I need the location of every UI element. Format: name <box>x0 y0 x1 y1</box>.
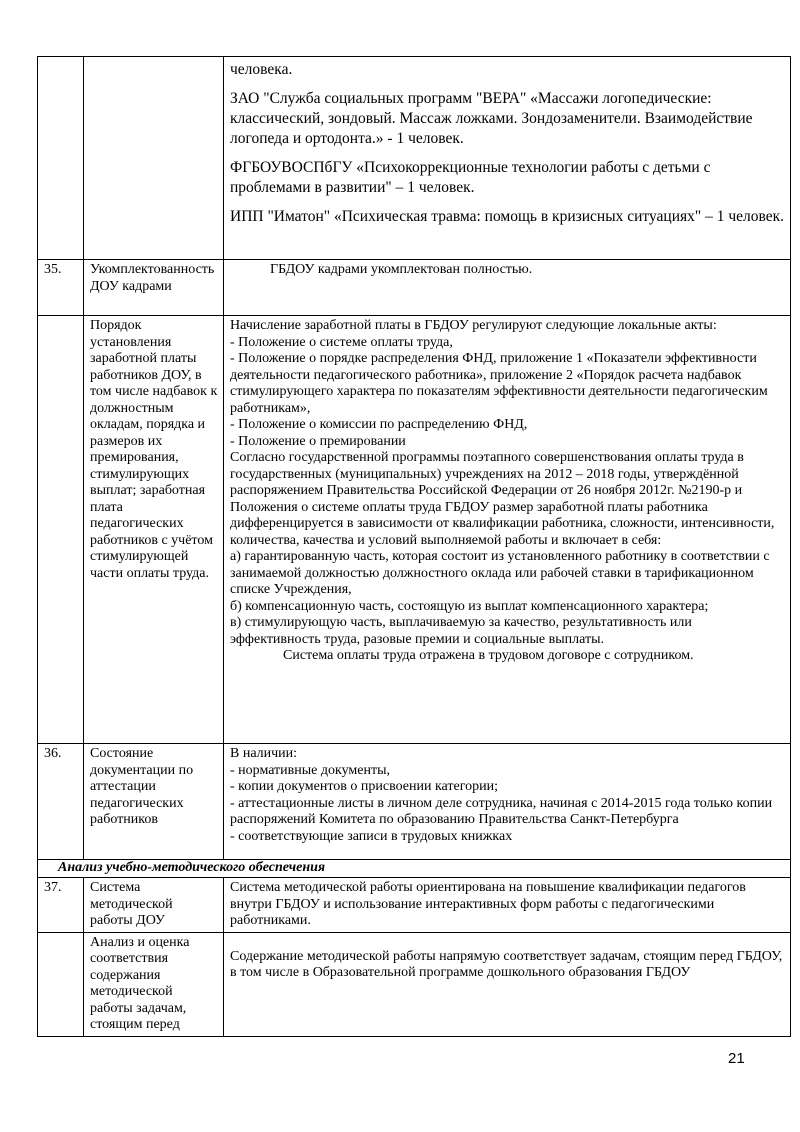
row-name: Состояние документации по аттестации педагогических работников <box>84 744 224 860</box>
text-line: Согласно государственной программы поэтапного совершенствования оплаты труда в государственных (муниципальных) учреждениях на 2012 – 2018 годы, утверждённой распоряжением Правительства Российской Федерации от 26 ноября 2012г. №2190-р и Положения о системе оплаты труда ГБДОУ размер заработной платы работника дифференцируется в зависимости от квалификации работника, сложности, интенсивности, количества, качества и условий выполняемой работы и включает в себя: <box>230 450 775 548</box>
document-table <box>37 56 791 1037</box>
row-content <box>224 316 791 744</box>
table-row <box>38 57 791 260</box>
text-line: Система оплаты труда отражена в трудовом договоре с сотрудником. <box>283 648 694 663</box>
section-title: Анализ учебно-методического обеспечения <box>38 860 791 878</box>
table-row <box>38 932 791 1036</box>
text-line: Содержание методической работы напрямую соответствует задачам, стоящим перед ГБДОУ, в том числе в Образовательной программе дошкольного образования ГБДОУ <box>230 948 783 980</box>
text-line: - соответствующие записи в трудовых книжках <box>230 828 513 844</box>
staffing-text: ГБДОУ кадрами укомплектован полностью. <box>270 262 533 277</box>
row-name: Укомплектованность ДОУ кадрами <box>84 260 224 316</box>
row-name: Порядок установления заработной платы работников ДОУ, в том числе надбавок к должностным окладам, порядка и размеров их премирования, стимулирующих выплат; заработная плата педагогических работников с учётом стимулирующей части оплаты труда. <box>84 316 224 744</box>
text-line: - нормативные документы, <box>230 762 391 778</box>
paragraph: человека. <box>230 61 293 78</box>
text-line: - Положение о порядке распределения ФНД, приложение 1 «Показатели эффективности деятельности педагогического работника», приложение 2 «Порядок расчета надбавок стимулирующего характера по показателям эффективности деятельности педагогическим работникам», <box>230 351 768 416</box>
page-number: 21 <box>728 1050 745 1067</box>
table-row <box>38 878 791 933</box>
text-line: - Положение о комиссии по распределению ФНД, <box>230 417 528 432</box>
text-line: б) компенсационную часть, состоящую из выплат компенсационного характера; <box>230 598 709 614</box>
row-number: 35. <box>38 260 84 316</box>
row-name-cell <box>84 57 224 260</box>
paragraph: ФГБОУВОСПбГУ «Психокоррекционные технологии работы с детьми с проблемами в развитии" – 1 человек. <box>230 159 711 196</box>
row-content <box>224 260 791 316</box>
row-name: Система методической работы ДОУ <box>84 878 224 933</box>
row-content <box>224 932 791 1036</box>
table-row <box>38 260 791 316</box>
text-line: - аттестационные листы в личном деле сотрудника, начиная с 2014-2015 года только копии распоряжений Комитета по образованию Правительства Санкт-Петербурга <box>230 795 773 827</box>
text-line: В наличии: <box>230 746 298 761</box>
row-content: Система методической работы ориентирована на повышение квалификации педагогов внутри ГБДОУ и использование интерактивных форм работы с педагогическими работниками. <box>224 878 791 933</box>
text-line: Начисление заработной платы в ГБДОУ регулируют следующие локальные акты: <box>230 318 717 333</box>
text-line: - Положение о премировании <box>230 433 406 449</box>
text-line: - копии документов о присвоении категории; <box>230 779 498 794</box>
paragraph: ИПП "Иматон" «Психическая травма: помощь в кризисных ситуациях" – 1 человек. <box>230 208 785 225</box>
row-number: 37. <box>38 878 84 933</box>
row-content <box>224 744 791 860</box>
row-number-cell <box>38 932 84 1036</box>
table-row <box>38 316 791 744</box>
text-line: в) стимулирующую часть, выплачиваемую за качество, результативность или эффективность труда, разовые премии и социальные выплаты. <box>230 615 692 647</box>
table-row <box>38 744 791 860</box>
text-line: - Положение о системе оплаты труда, <box>230 334 453 350</box>
text-line: а) гарантированную часть, которая состоит из установленного работнику в соответствии с занимаемой должностью должностного оклада или рабочей ставки в тарификационном списке Учреждения, <box>230 549 770 597</box>
row-name: Анализ и оценка соответствия содержания методической работы задачам, стоящим перед <box>84 932 224 1036</box>
row-content-cell <box>224 57 791 260</box>
section-header-row <box>38 860 791 878</box>
paragraph: ЗАО "Служба социальных программ "ВЕРА" «Массажи логопедические: классический, зондовый. Массаж ложками. Зондозаменители. Взаимодействие логопеда и ортодонта.» - 1 человек. <box>230 90 753 147</box>
row-number-cell <box>38 57 84 260</box>
row-number-cell <box>38 316 84 744</box>
row-number: 36. <box>38 744 84 860</box>
